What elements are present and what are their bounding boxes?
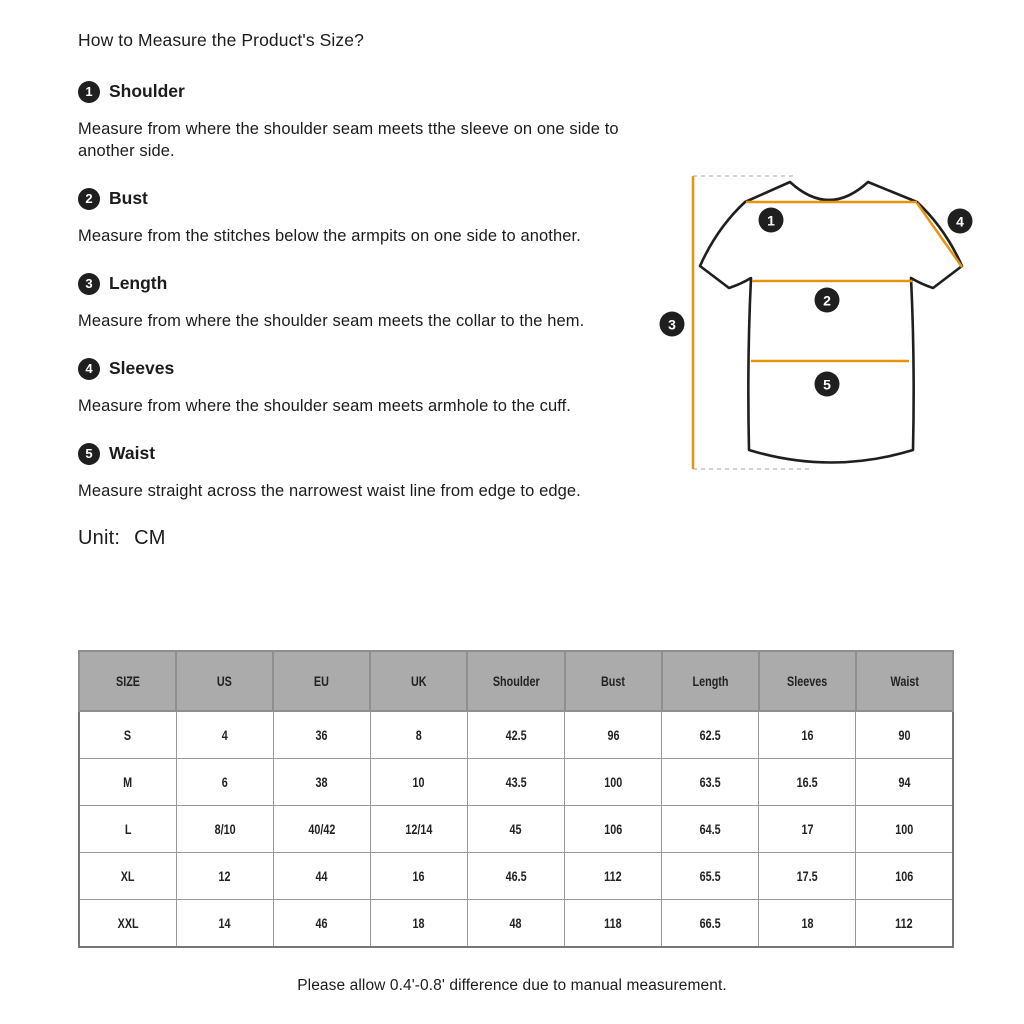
table-cell-value: XL [120, 868, 135, 884]
table-row [79, 900, 953, 948]
table-cell [273, 853, 370, 900]
step-3-description: Measure from where the shoulder seam meets the collar to the hem. [78, 312, 585, 330]
table-cell [273, 806, 370, 853]
table-cell [370, 853, 467, 900]
table-cell [273, 900, 370, 948]
table-cell-value: 16.5 [796, 774, 818, 790]
step-5-description: Measure straight across the narrowest waist line from edge to edge. [78, 482, 581, 500]
table-cell [79, 853, 176, 900]
table-cell-value: 10 [412, 774, 425, 790]
table-cell-value: 18 [412, 915, 425, 931]
table-cell-value: 96 [607, 727, 620, 743]
table-cell [176, 759, 273, 806]
measure-guide [78, 30, 623, 550]
step-1-label: Shoulder [109, 81, 185, 101]
table-cell [273, 711, 370, 759]
table-cell [662, 711, 759, 759]
table-cell-value: 8/10 [214, 821, 236, 837]
table-cell-value: 100 [895, 821, 914, 837]
table-cell [370, 711, 467, 759]
table-header-cell [856, 651, 953, 711]
table-cell [79, 759, 176, 806]
table-cell [856, 711, 953, 759]
table-cell [565, 711, 662, 759]
table-cell [176, 711, 273, 759]
table-cell [662, 759, 759, 806]
unit-value: CM [134, 527, 166, 549]
step-1-description: Measure from where the shoulder seam meets tthe sleeve on one side to another side. [78, 120, 619, 160]
table-header-cell [176, 651, 273, 711]
table-cell [856, 853, 953, 900]
table-cell [565, 759, 662, 806]
table-cell-value: 94 [898, 774, 911, 790]
table-header-label: SIZE [115, 673, 140, 689]
table-cell-value: 42.5 [505, 727, 527, 743]
size-table-container [78, 650, 954, 948]
diagram-marker-1: 1 [759, 208, 784, 233]
size-table-header-row [79, 651, 953, 711]
table-cell [565, 806, 662, 853]
table-cell-value: 40/42 [308, 821, 336, 837]
table-cell-value: 38 [315, 774, 328, 790]
table-cell [273, 759, 370, 806]
table-cell-value: 106 [604, 821, 623, 837]
table-cell-value: 44 [315, 868, 328, 884]
table-cell-value: S [124, 727, 132, 743]
step-4-description: Measure from where the shoulder seam meets armhole to the cuff. [78, 397, 571, 415]
table-header-cell [467, 651, 564, 711]
table-cell-value: 46 [315, 915, 328, 931]
step-1-badge: 1 [78, 81, 100, 103]
table-cell-value: 16 [412, 868, 425, 884]
table-header-label: Waist [890, 673, 919, 689]
table-cell [176, 853, 273, 900]
table-row [79, 806, 953, 853]
table-cell [176, 806, 273, 853]
step-3-badge: 3 [78, 273, 100, 295]
table-cell [467, 711, 564, 759]
table-header-cell [662, 651, 759, 711]
table-cell-value: 45 [509, 821, 522, 837]
table-cell-value: 112 [604, 868, 622, 884]
unit-line [78, 527, 623, 550]
table-cell-value: 12/14 [405, 821, 433, 837]
table-cell [370, 806, 467, 853]
table-cell [370, 759, 467, 806]
table-cell-value: 100 [604, 774, 623, 790]
table-cell-value: 6 [221, 774, 228, 790]
table-cell [467, 900, 564, 948]
step-2-description: Measure from the stitches below the armpits on one side to another. [78, 227, 581, 245]
step-5-badge: 5 [78, 443, 100, 465]
table-cell [759, 853, 856, 900]
table-row [79, 711, 953, 759]
measure-item-waist [78, 442, 623, 502]
table-cell [662, 806, 759, 853]
table-cell [565, 900, 662, 948]
table-header-cell [370, 651, 467, 711]
table-cell-value: 17 [801, 821, 814, 837]
unit-label: Unit: [78, 527, 121, 549]
table-cell [856, 900, 953, 948]
measure-item-length [78, 272, 623, 332]
step-2-label: Bust [109, 188, 148, 208]
table-cell [79, 806, 176, 853]
table-cell [662, 900, 759, 948]
step-4-label: Sleeves [109, 358, 175, 378]
measurement-disclaimer: Please allow 0.4'-0.8' difference due to manual measurement. [297, 977, 727, 994]
table-cell-value: 62.5 [699, 727, 721, 743]
table-cell [856, 806, 953, 853]
table-cell-value: 65.5 [699, 868, 721, 884]
table-cell [370, 900, 467, 948]
table-cell [759, 806, 856, 853]
table-cell-value: 4 [221, 727, 228, 743]
table-cell-value: 36 [315, 727, 328, 743]
table-cell-value: 48 [509, 915, 522, 931]
table-cell-value: XXL [117, 915, 139, 931]
table-cell [79, 711, 176, 759]
step-5-label: Waist [109, 443, 156, 463]
measure-item-bust [78, 187, 623, 247]
table-cell [662, 853, 759, 900]
table-header-label: Length [692, 673, 729, 689]
table-header-cell [79, 651, 176, 711]
table-cell [467, 759, 564, 806]
table-cell [856, 759, 953, 806]
table-cell-value: 14 [218, 915, 231, 931]
table-header-label: UK [411, 673, 427, 689]
table-cell-value: 17.5 [796, 868, 818, 884]
table-cell-value: 118 [604, 915, 622, 931]
table-cell-value: 63.5 [699, 774, 721, 790]
tshirt-measurement-diagram [645, 160, 1024, 495]
table-cell-value: 64.5 [699, 821, 721, 837]
size-table-body [79, 711, 953, 947]
measure-item-shoulder [78, 80, 623, 162]
table-header-cell [759, 651, 856, 711]
table-header-cell [273, 651, 370, 711]
table-cell-value: 16 [801, 727, 814, 743]
table-cell-value: 46.5 [505, 868, 527, 884]
table-row [79, 853, 953, 900]
step-2-badge: 2 [78, 188, 100, 210]
table-header-label: Bust [601, 673, 626, 689]
table-cell [759, 759, 856, 806]
diagram-marker-4: 4 [948, 209, 973, 234]
table-row [79, 759, 953, 806]
diagram-marker-5: 5 [815, 372, 840, 397]
table-cell [176, 900, 273, 948]
table-cell-value: L [124, 821, 132, 837]
page-title: How to Measure the Product's Size? [78, 30, 364, 50]
table-cell-value: 112 [895, 915, 913, 931]
size-table [78, 650, 954, 948]
table-cell [467, 853, 564, 900]
table-cell-value: 43.5 [505, 774, 527, 790]
step-3-label: Length [109, 273, 168, 293]
table-header-label: EU [314, 673, 330, 689]
table-cell-value: 66.5 [699, 915, 721, 931]
table-cell-value: 8 [415, 727, 422, 743]
table-header-label: Shoulder [492, 673, 540, 689]
table-header-label: Sleeves [787, 673, 828, 689]
measure-item-sleeves [78, 357, 623, 417]
table-cell-value: 18 [801, 915, 814, 931]
diagram-marker-2: 2 [815, 288, 840, 313]
table-header-cell [565, 651, 662, 711]
size-table-head [79, 651, 953, 711]
table-cell [759, 711, 856, 759]
table-cell-value: M [123, 774, 133, 790]
table-header-label: US [217, 673, 233, 689]
table-cell [759, 900, 856, 948]
tshirt-outline [700, 182, 962, 463]
table-cell-value: 106 [895, 868, 914, 884]
table-cell [79, 900, 176, 948]
table-cell-value: 12 [218, 868, 231, 884]
table-cell-value: 90 [898, 727, 911, 743]
table-cell [565, 853, 662, 900]
diagram-marker-3: 3 [660, 312, 685, 337]
table-cell [467, 806, 564, 853]
step-4-badge: 4 [78, 358, 100, 380]
